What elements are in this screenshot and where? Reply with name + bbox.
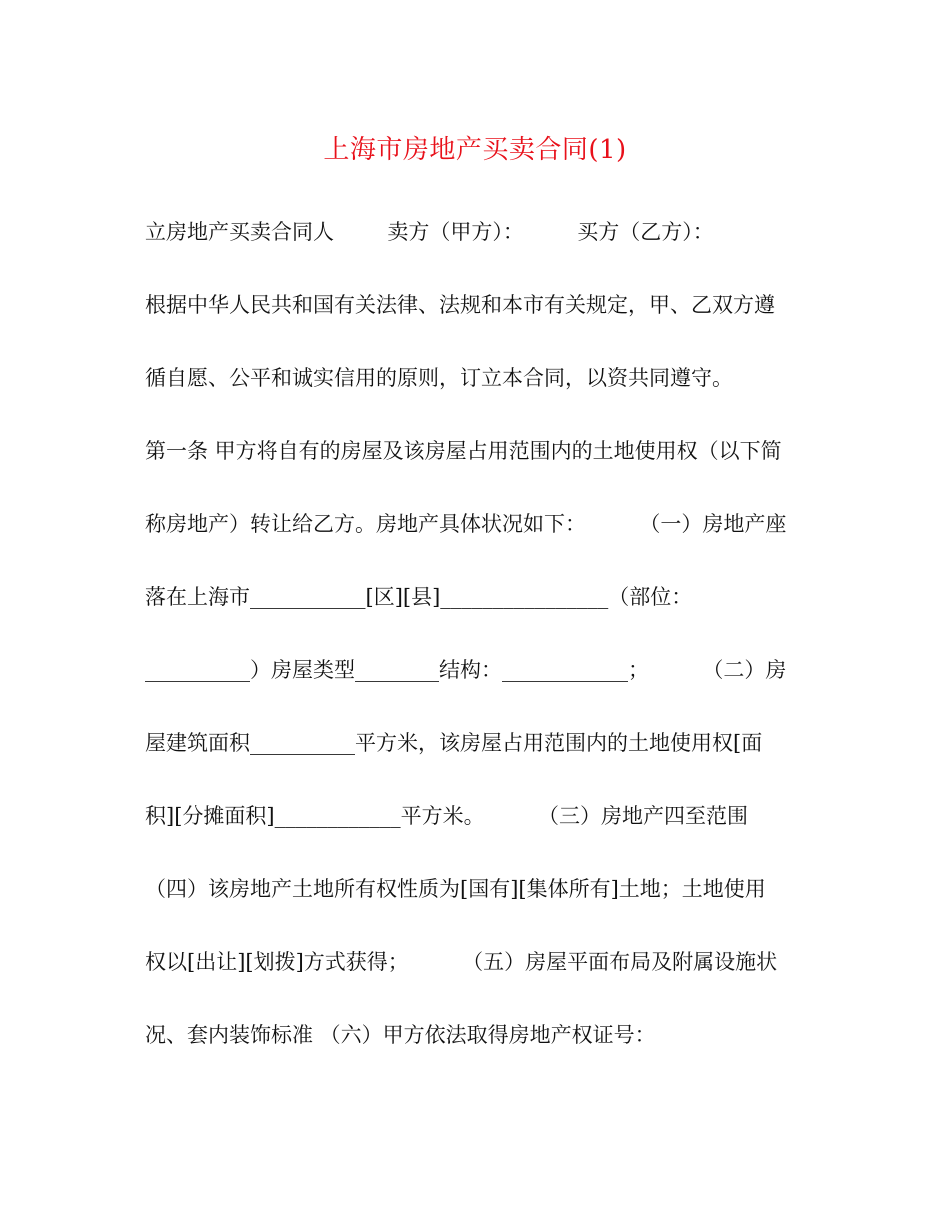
document-title: 上海市房地产买卖合同(1): [323, 135, 627, 165]
body-line: 况、套内装饰标准 （六）甲方依法取得房地产权证号：: [145, 1023, 656, 1047]
body-line: 称房地产）转让给乙方。房地产具体状况如下： （一）房地产座: [145, 512, 787, 536]
body-line: 落在上海市___________[区][县]________________（部位：: [145, 585, 693, 609]
body-line: __________）房屋类型________结构：____________； （二）房: [145, 658, 787, 682]
body-line: 积][分摊面积]____________平方米。 （三）房地产四至范围: [145, 804, 748, 828]
body-line: 第一条 甲方将自有的房屋及该房屋占用范围内的土地使用权（以下简: [145, 439, 782, 463]
contract-parties-line: 立房地产买卖合同人 卖方（甲方）： 买方（乙方）：: [145, 220, 714, 244]
body-line: 根据中华人民共和国有关法律、法规和本市有关规定，甲、乙双方遵: [145, 293, 775, 317]
body-line: 循自愿、公平和诚实信用的原则，订立本合同，以资共同遵守。: [145, 366, 733, 390]
body-line: （四）该房地产土地所有权性质为[国有][集体所有]土地；土地使用: [145, 877, 766, 901]
body-line: 权以[出让][划拨]方式获得； （五）房屋平面布局及附属设施状: [145, 950, 778, 974]
body-line: 屋建筑面积__________平方米，该房屋占用范围内的土地使用权[面: [145, 731, 763, 755]
